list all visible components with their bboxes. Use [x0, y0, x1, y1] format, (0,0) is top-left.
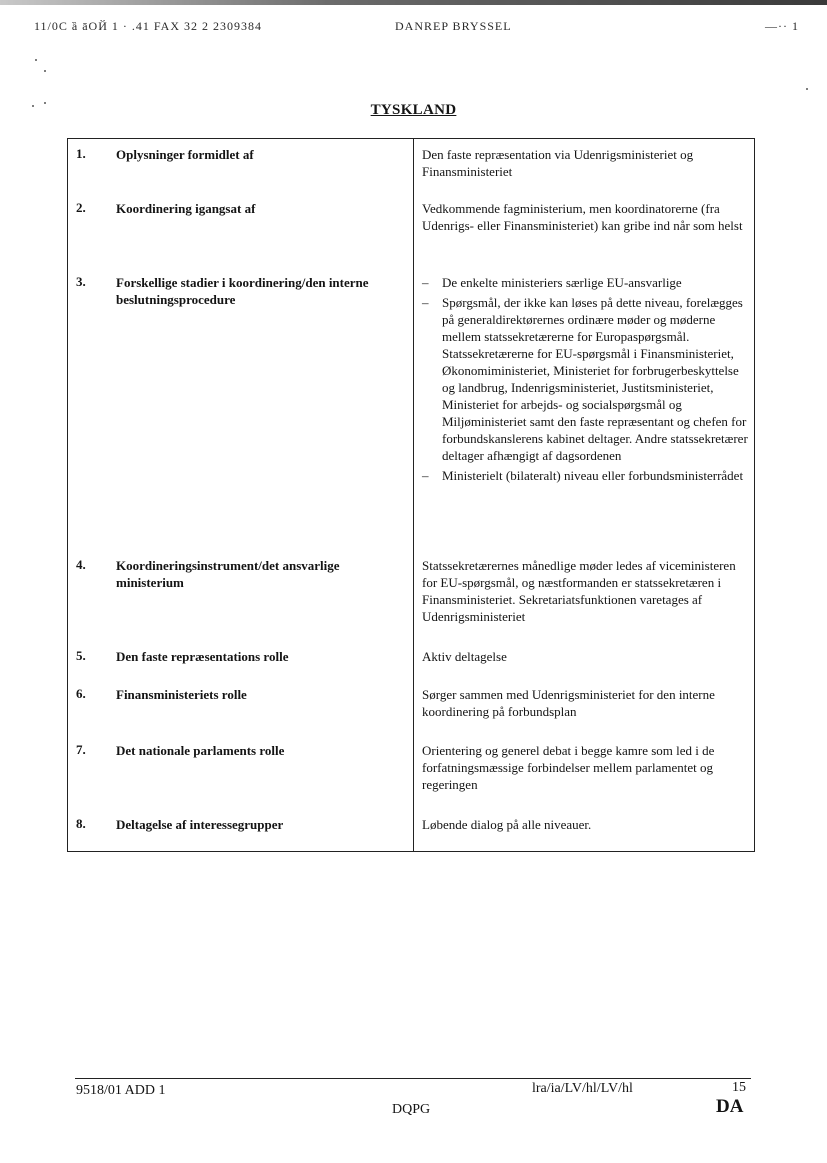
row-number: 3.	[76, 274, 86, 289]
author-initials: lra/ia/LV/hl/LV/hl	[532, 1081, 633, 1096]
row-content: Sørger sammen med Udenrigsministeriet for den interne koordinering på forbundsplan	[422, 687, 715, 719]
coordination-table	[67, 138, 755, 852]
fax-header-center: DANREP BRYSSEL	[395, 19, 512, 33]
list-item: – De enkelte ministeriers særlige EU-ansvarlige	[422, 274, 748, 291]
row-content: Orientering og generel debat i begge kamre som led i de forfatningsmæssige forbindelser mellem parlamentet og regeringen	[422, 743, 715, 792]
row-number: 5.	[76, 648, 86, 663]
row-label: Forskellige stadier i koordinering/den interne beslutningsprocedure	[116, 275, 369, 307]
fax-header	[0, 19, 827, 35]
row-number: 2.	[76, 200, 86, 215]
row-label: Deltagelse af interessegrupper	[116, 817, 284, 832]
row-label: Oplysninger formidlet af	[116, 147, 254, 162]
fax-header-left: 11/0С ȁ āОЙ 1 · .41 FAX 32 2 2309384	[34, 19, 262, 33]
list-item: – Spørgsmål, der ikke kan løses på dette niveau, forelægges på generaldirektørernes ordinære møder og møderne mellem statssekretærerne for Europaspørgsmål. Statssekretærerne for EU-spørgsmål i Finansministeriet, Økonomiministeriet, Ministeriet for forbrugerbeskyttelse og landbrug, Indenrigsministeriet, Justitsministeriet, Ministeriet for arbejds- og socialspørgsmål og Miljøministeriet samt den faste repræsentant og chefen for forbundskanslerens kabinet deltager. Andre statssekretærer deltager afhængigt af dagsordenen	[422, 294, 748, 464]
page-title: TYSKLAND	[370, 102, 457, 118]
column-divider	[413, 139, 414, 851]
scan-speck	[35, 59, 37, 61]
document-reference: 9518/01 ADD 1	[76, 1083, 166, 1098]
scan-speck	[44, 70, 46, 72]
procedure-stage-list	[422, 274, 748, 484]
footer-rule	[75, 1078, 751, 1079]
row-content: Vedkommende fagministerium, men koordinatorerne (fra Udenrigs- eller Finansministeriet) kan gribe ind når som helst	[422, 201, 743, 233]
row-label: Koordineringsinstrument/det ansvarlige ministerium	[116, 558, 340, 590]
fax-header-right: —·· 1	[765, 19, 799, 33]
row-number: 8.	[76, 816, 86, 831]
language-code: DA	[716, 1096, 744, 1117]
row-label: Finansministeriets rolle	[116, 687, 247, 702]
row-content: Løbende dialog på alle niveauer.	[422, 817, 592, 832]
row-label: Koordinering igangsat af	[116, 201, 256, 216]
list-item: – Ministerielt (bilateralt) niveau eller forbundsministerrådet	[422, 467, 748, 484]
row-number: 6.	[76, 686, 86, 701]
page-number: 15	[732, 1080, 746, 1095]
row-number: 1.	[76, 146, 86, 161]
row-number: 7.	[76, 742, 86, 757]
row-content: Statssekretærernes månedlige møder ledes af viceministeren for EU-spørgsmål, og næstformanden er statssekretæren i Finansministeriet. Sekretariatsfunktionen varetages af Udenrigsministeriet	[422, 558, 736, 624]
row-content	[422, 274, 748, 487]
row-content: Den faste repræsentation via Udenrigsministeriet og Finansministeriet	[422, 147, 694, 179]
department-code: DQPG	[392, 1102, 431, 1117]
fax-transmission-line	[0, 0, 827, 5]
row-label: Det nationale parlaments rolle	[116, 743, 285, 758]
row-number: 4.	[76, 557, 86, 572]
row-content: Aktiv deltagelse	[422, 649, 507, 664]
row-label: Den faste repræsentations rolle	[116, 649, 289, 664]
scan-speck	[806, 88, 808, 90]
